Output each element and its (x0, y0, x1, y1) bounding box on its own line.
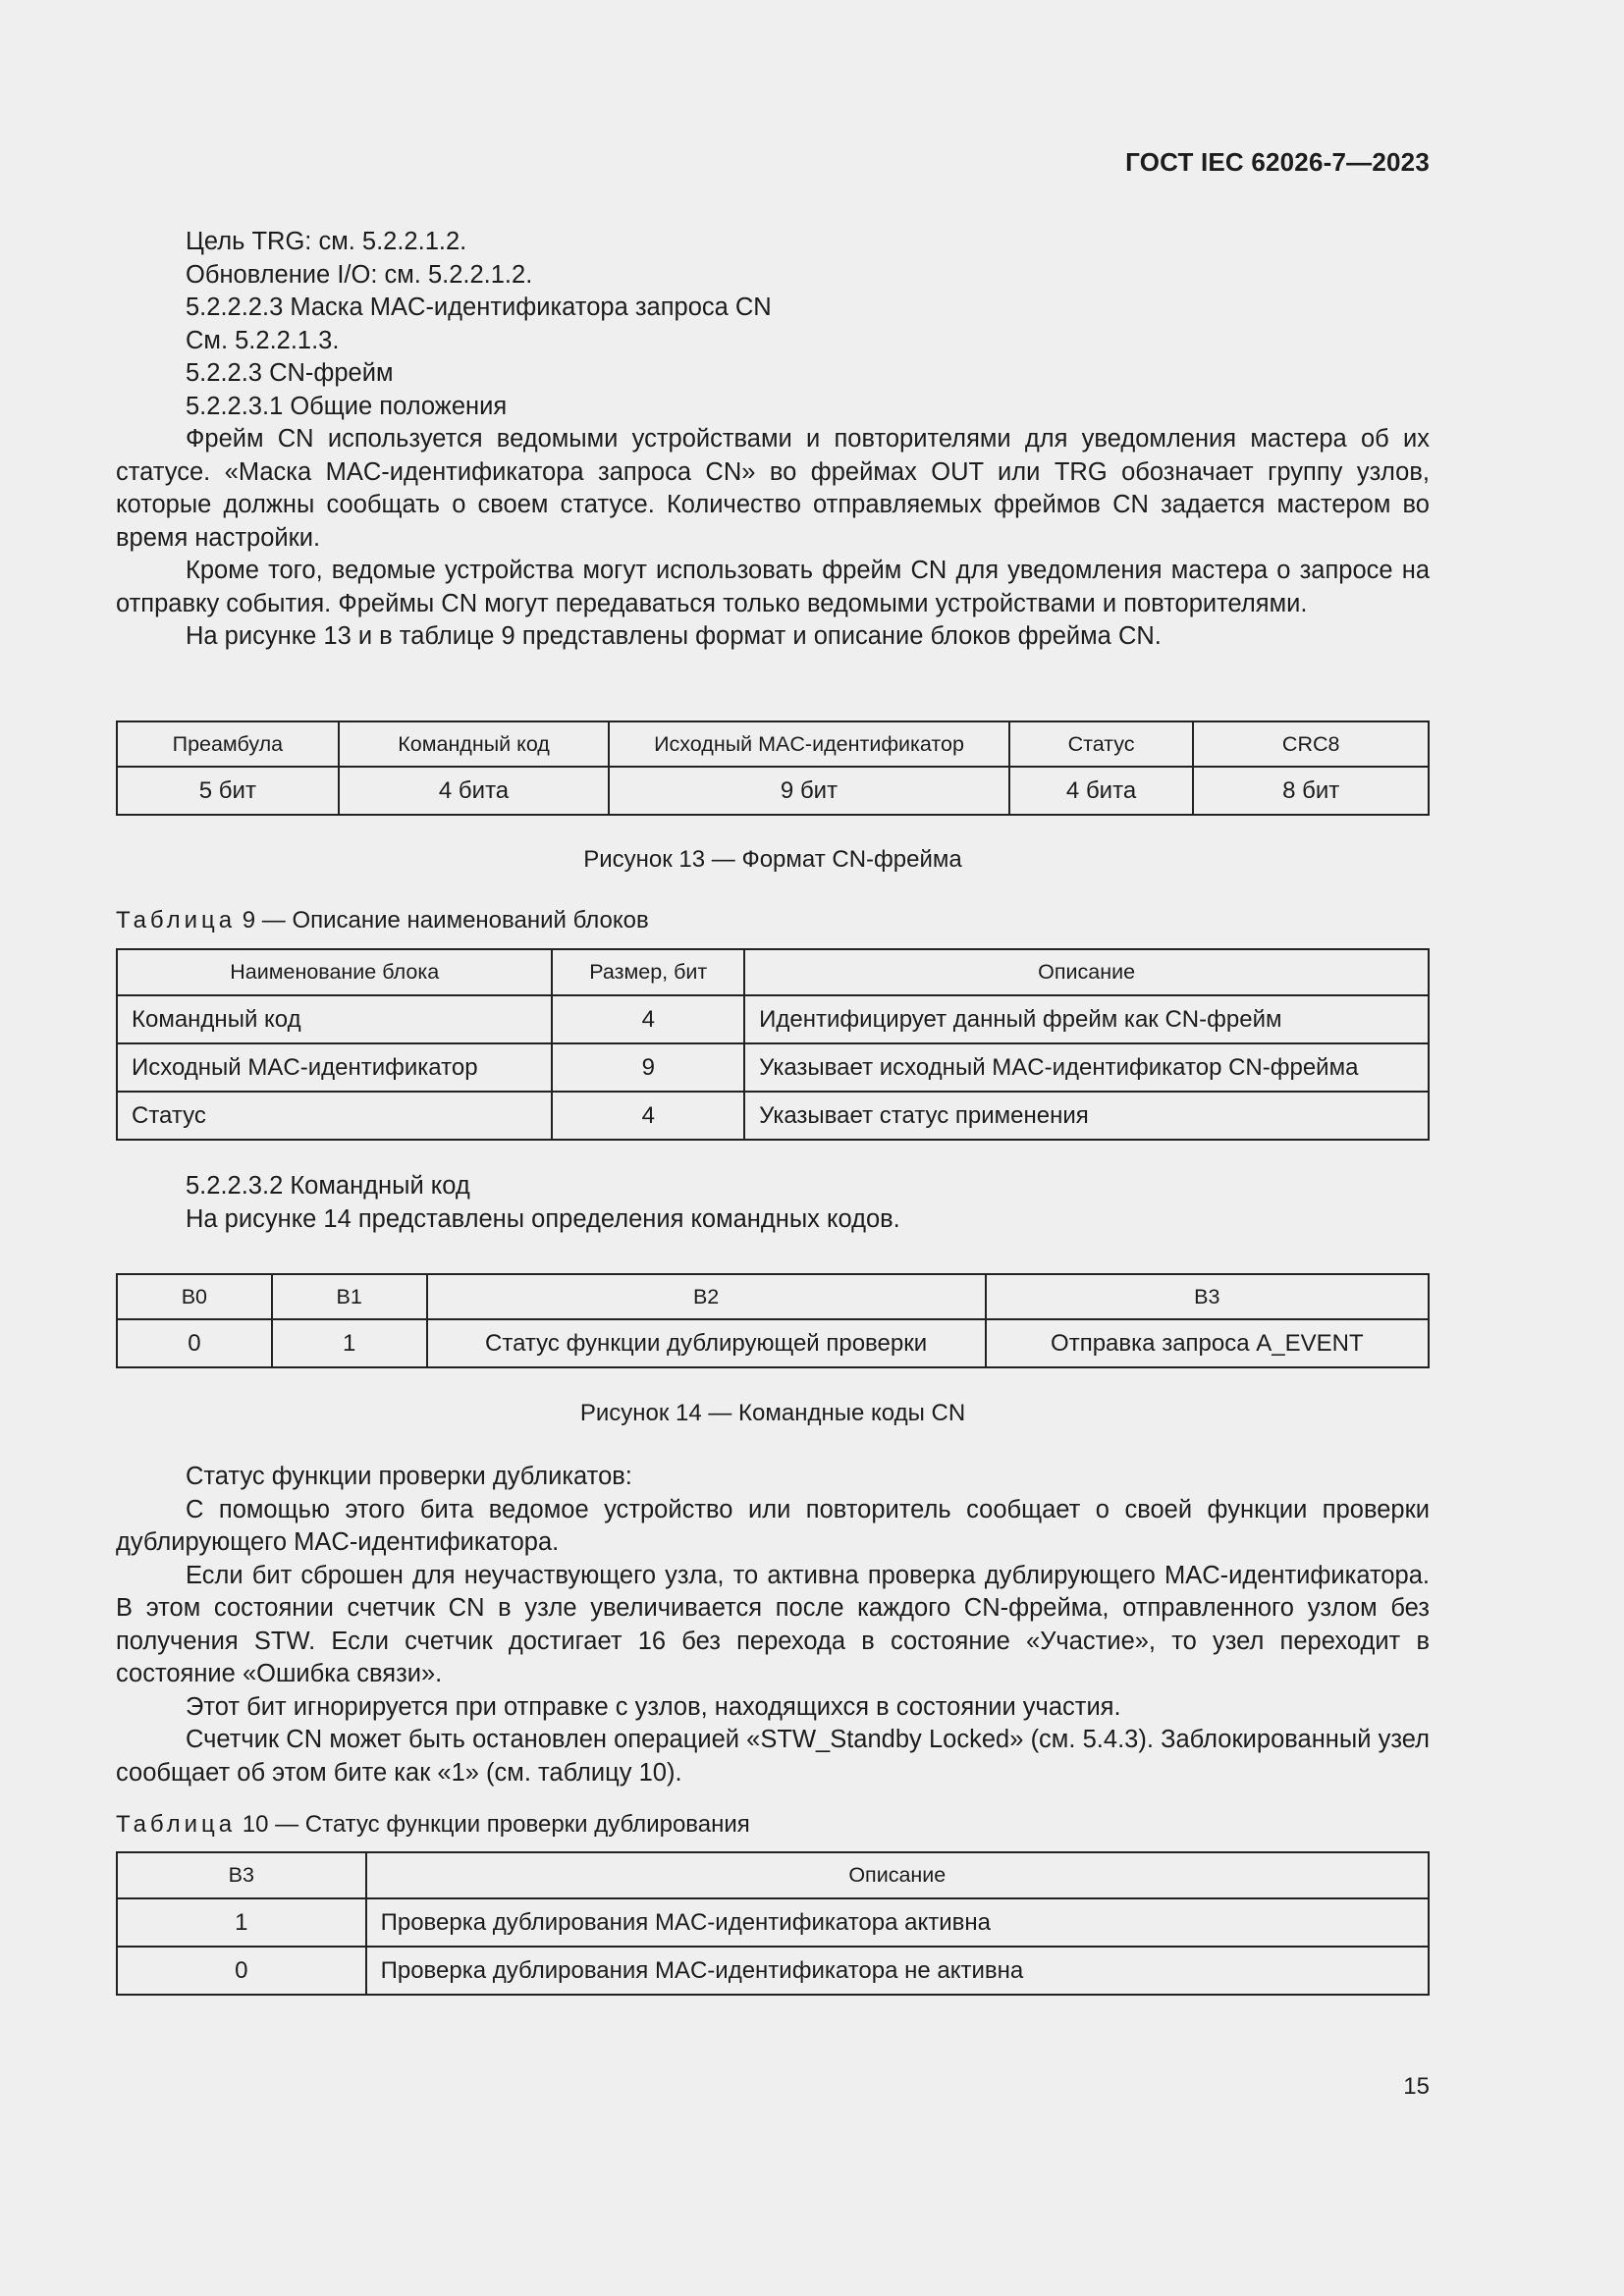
code-header-cell: B0 (117, 1274, 272, 1319)
frame-value-cell: 4 бита (339, 767, 610, 815)
code-header-cell: B3 (986, 1274, 1429, 1319)
section-heading: 5.2.2.3.2 Командный код (186, 1172, 470, 1200)
section-heading: 5.2.2.3 CN-фрейм (186, 359, 394, 387)
table-row (117, 1043, 1429, 1092)
code-value-cell: Статус функции дублирующей проверки (427, 1319, 986, 1367)
body-paragraph: Фрейм CN используется ведомыми устройствами и повторителями для уведомления мастера об их статусе. «Маска MAC-идентификатора запроса CN» во фреймах OUT или TRG обозначает группу узлов, которые должны сообщать о своем статусе. Количество отправляемых фреймов CN задается мастером во время настройки. (116, 425, 1430, 552)
frame-header-cell: Преамбула (117, 721, 339, 767)
body-paragraph: Этот бит игнорируется при отправке с узлов, находящихся в состоянии участия. (186, 1692, 1121, 1721)
figure13-caption: Рисунок 13 — Формат CN-фрейма (583, 846, 962, 873)
table10-cell: 1 (117, 1898, 366, 1947)
table10-header-cell: B3 (117, 1852, 366, 1898)
table-row (117, 1947, 1429, 1995)
table10-cell: 0 (117, 1947, 366, 1995)
figure13-frame-format-table (116, 721, 1430, 816)
code-value-cell: 0 (117, 1319, 272, 1367)
table10-title-text: 10 — Статус функции проверки дублирования (236, 1811, 750, 1838)
intro-section (116, 226, 1430, 654)
table-row (117, 1898, 1429, 1947)
section-heading: 5.2.2.3.1 Общие положения (186, 392, 508, 420)
table10-cell: Проверка дублирования MAC-идентификатора не активна (366, 1947, 1429, 1995)
table9-cell: 4 (552, 995, 744, 1043)
code-header-cell: B2 (427, 1274, 986, 1319)
table9 (116, 948, 1430, 1141)
table10 (116, 1851, 1430, 1996)
table9-cell: Статус (117, 1092, 552, 1140)
frame-value-cell: 8 бит (1193, 767, 1429, 815)
body-paragraph: Статус функции проверки дубликатов: (186, 1463, 632, 1490)
table-row (117, 995, 1429, 1043)
table9-label: Таблица (116, 907, 237, 934)
page-number: 15 (1403, 2073, 1430, 2100)
intro-line: Обновление I/O: см. 5.2.2.1.2. (186, 260, 533, 289)
table10-label: Таблица (116, 1811, 237, 1838)
document-id-header: ГОСТ IEC 62026-7—2023 (1125, 147, 1430, 177)
body-paragraph: Если бит сброшен для неучаствующего узла, то активна проверка дублирующего MAC-идентификатора. В этом состоянии счетчик CN в узле увеличивается после каждого CN-фрейма, отправленного узлом без получения STW. Если счетчик достигает 16 без перехода в состояние «Участие», то узел переходит в состояние «Ошибка связи». (116, 1561, 1430, 1687)
frame-value-cell: 9 бит (609, 767, 1008, 815)
frame-header-cell: Командный код (339, 721, 610, 767)
table10-cell: Проверка дублирования MAC-идентификатора активна (366, 1898, 1429, 1947)
table-row (117, 1092, 1429, 1140)
table9-cell: Указывает статус применения (744, 1092, 1429, 1140)
body-paragraph: Счетчик CN может быть остановлен операцией «STW_Standby Locked» (см. 5.4.3). Заблокированный узел сообщает об этом бите как «1» (см. таблицу 10). (116, 1726, 1430, 1787)
table9-title (116, 907, 649, 934)
table9-title-text: 9 — Описание наименований блоков (236, 907, 649, 934)
table9-header-cell: Наименование блока (117, 949, 552, 995)
table9-header-cell: Размер, бит (552, 949, 744, 995)
frame-header-cell: Статус (1009, 721, 1194, 767)
frame-header-cell: Исходный MAC-идентификатор (609, 721, 1008, 767)
body-paragraph: Кроме того, ведомые устройства могут использовать фрейм CN для уведомления мастера о запросе на отправку события. Фреймы CN могут передаваться только ведомыми устройствами и повторителями. (116, 557, 1430, 617)
figure14-command-codes-table (116, 1273, 1430, 1368)
table9-cell: Командный код (117, 995, 552, 1043)
frame-header-cell: CRC8 (1193, 721, 1429, 767)
table9-cell: 4 (552, 1092, 744, 1140)
body-paragraph: С помощью этого бита ведомое устройство или повторитель сообщает о своей функции проверки дублирующего MAC-идентификатора. (116, 1495, 1430, 1556)
section-command-code (116, 1170, 1430, 1236)
table9-header-cell: Описание (744, 949, 1429, 995)
table10-header-cell: Описание (366, 1852, 1429, 1898)
table9-cell: Исходный MAC-идентификатор (117, 1043, 552, 1092)
frame-value-cell: 5 бит (117, 767, 339, 815)
body-paragraph: На рисунке 14 представлены определения командных кодов. (186, 1204, 900, 1233)
body-paragraph: На рисунке 13 и в таблице 9 представлены формат и описание блоков фрейма CN. (186, 622, 1162, 650)
code-value-cell: 1 (272, 1319, 427, 1367)
table9-cell: Указывает исходный MAC-идентификатор CN-фрейма (744, 1043, 1429, 1092)
code-value-cell: Отправка запроса A_EVENT (986, 1319, 1429, 1367)
code-header-cell: B1 (272, 1274, 427, 1319)
figure14-caption: Рисунок 14 — Командные коды CN (579, 1400, 966, 1426)
table9-cell: 9 (552, 1043, 744, 1092)
intro-line: Цель TRG: см. 5.2.2.1.2. (186, 228, 467, 255)
intro-line: См. 5.2.2.1.3. (186, 326, 340, 354)
frame-value-cell: 4 бита (1009, 767, 1194, 815)
section-heading: 5.2.2.2.3 Маска MAC-идентификатора запроса CN (186, 294, 772, 321)
table10-title (116, 1811, 750, 1839)
table9-cell: Идентифицирует данный фрейм как CN-фрейм (744, 995, 1429, 1043)
duplicate-check-section (116, 1461, 1430, 1789)
